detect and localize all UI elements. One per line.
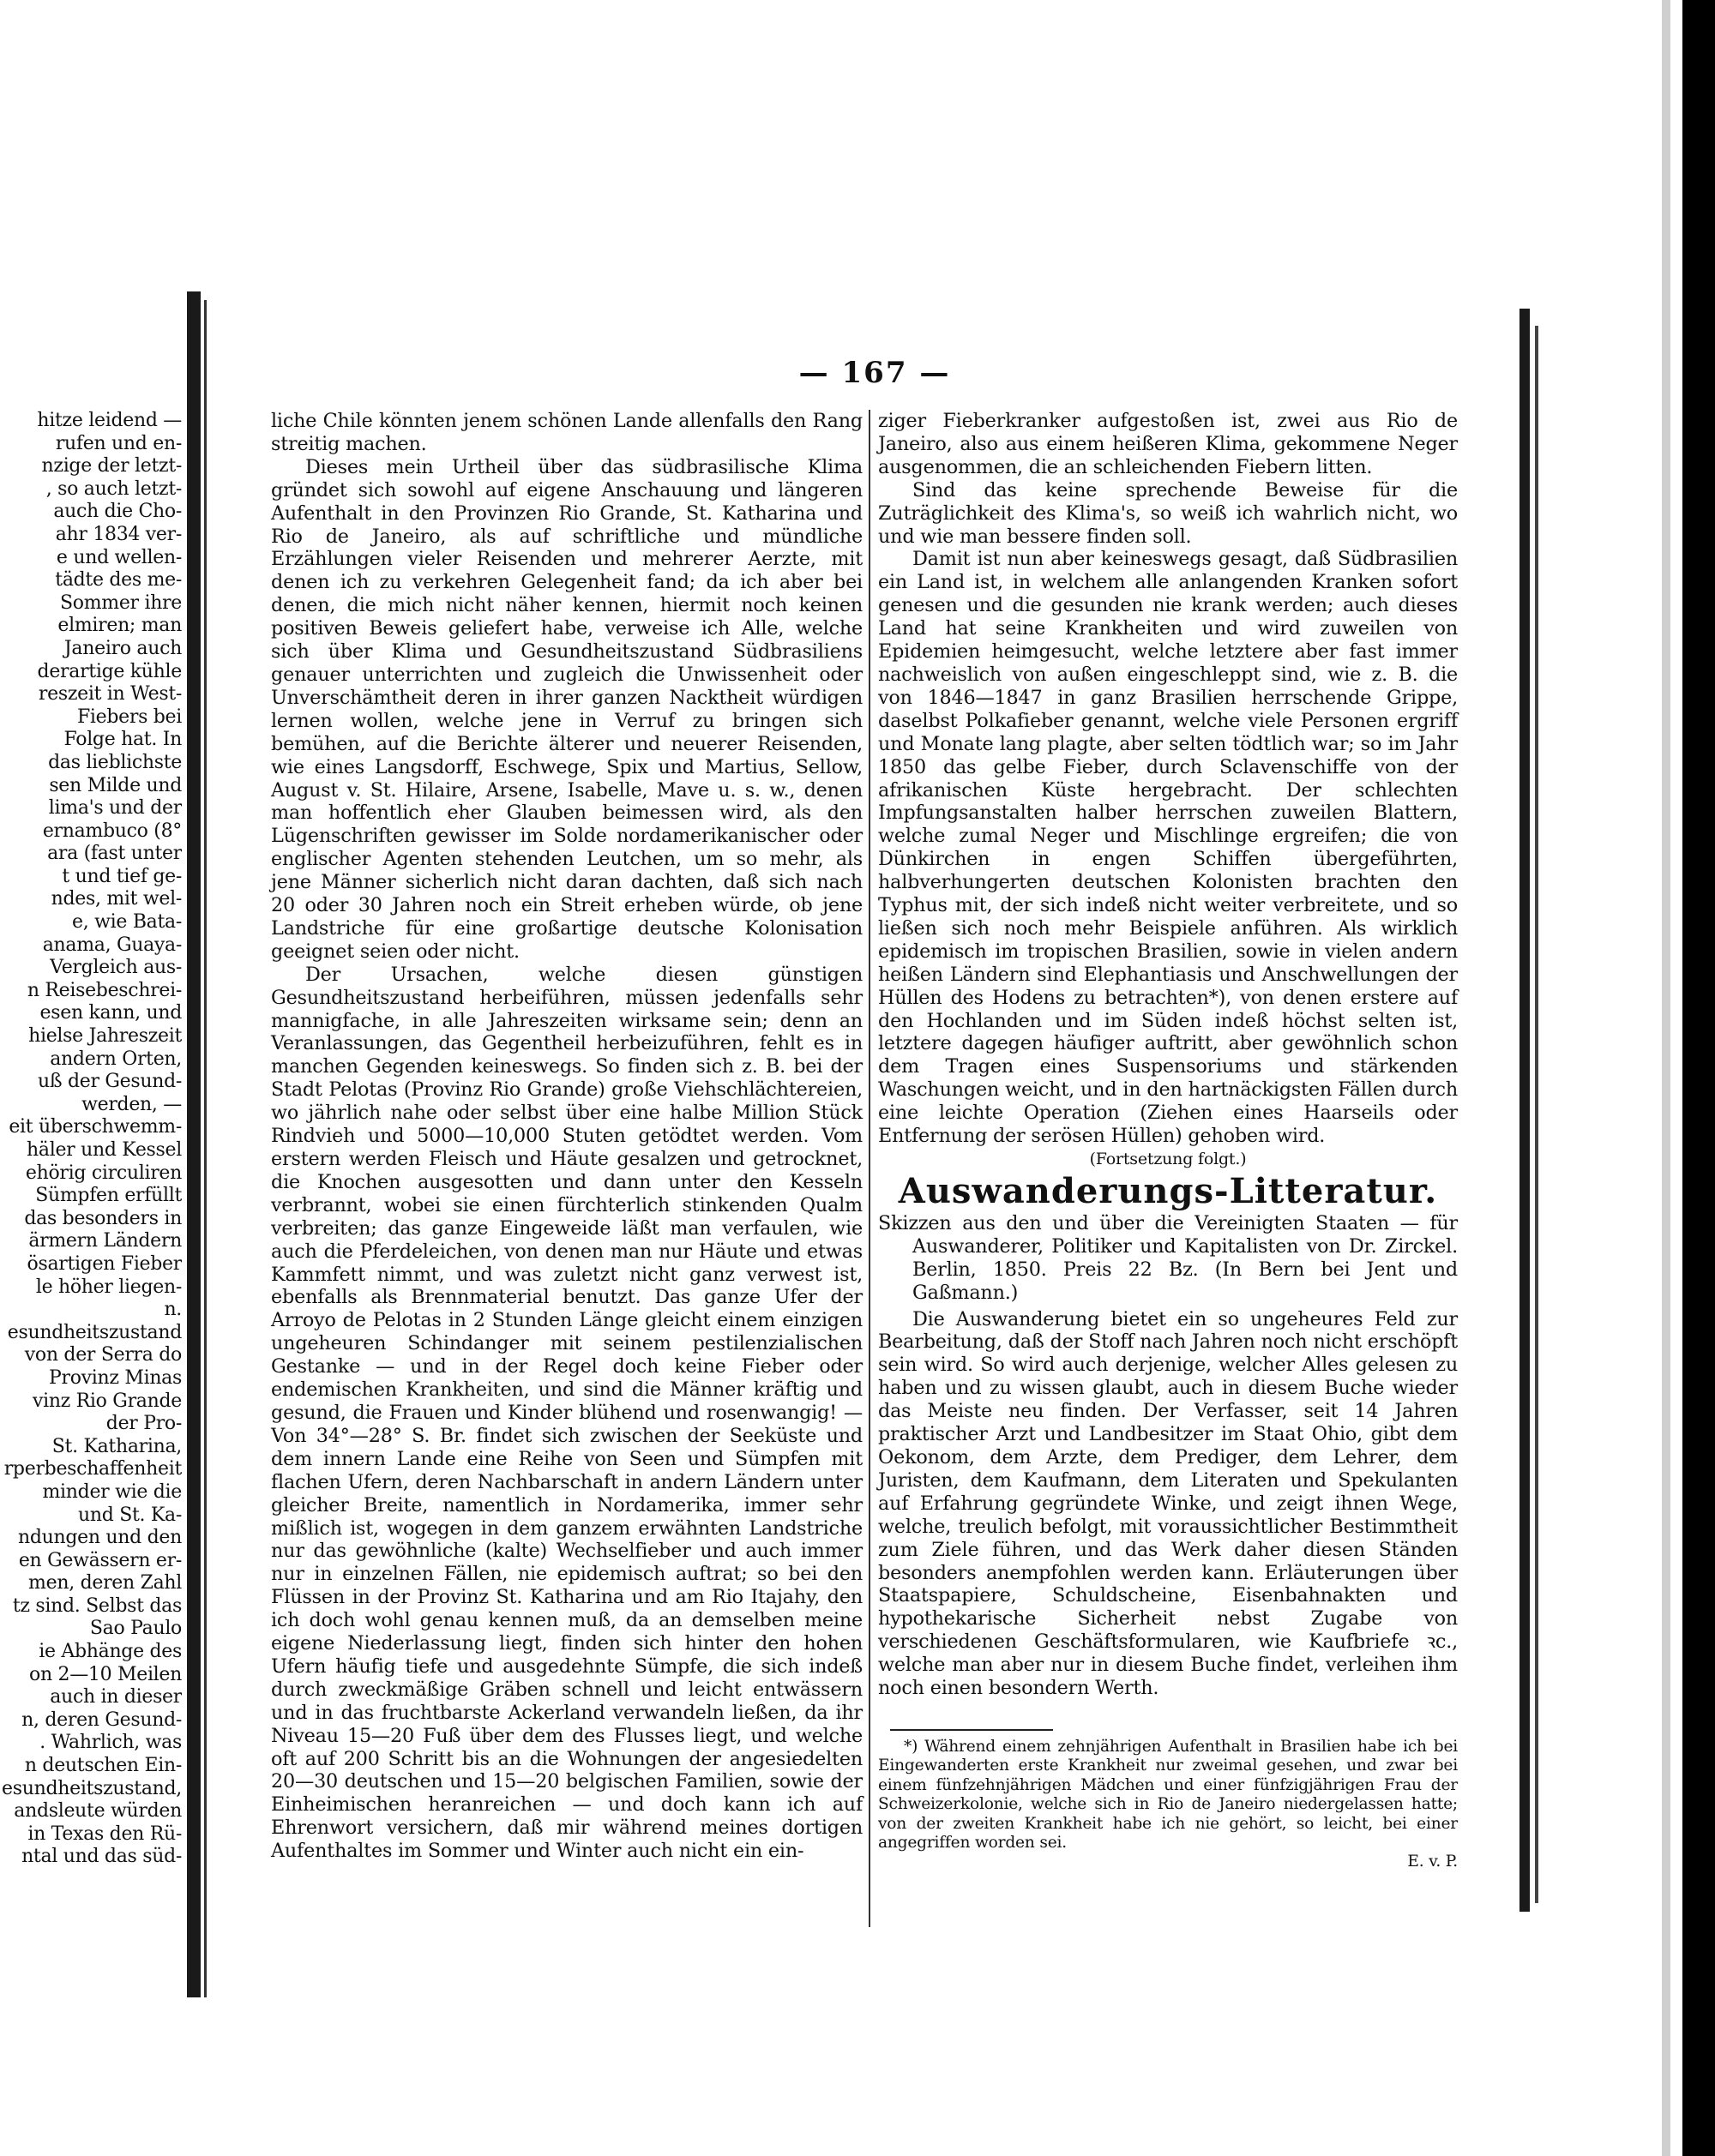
fragment-line: andern Orten,: [50, 1048, 182, 1070]
fragment-line: tz sind. Selbst das: [12, 1594, 182, 1617]
fragment-line: auch in dieser: [50, 1686, 182, 1709]
fragment-line: und St. Ka-: [78, 1504, 182, 1526]
fragment-line: das besonders in: [24, 1207, 182, 1229]
fragment-line: hielse Jahreszeit: [28, 1025, 182, 1048]
fragment-line: t und tief ge-: [62, 865, 182, 887]
fragment-line: elmiren; man: [57, 615, 182, 637]
fragment-line: werden, —: [81, 1093, 182, 1115]
fragment-line: Vergleich aus-: [50, 957, 182, 979]
fragment-line: ösartigen Fieber: [27, 1252, 182, 1275]
fragment-line: n Reisebeschrei-: [27, 979, 182, 1001]
fragment-line: ara (fast unter: [47, 843, 182, 865]
fragment-line: Janeiro auch: [63, 637, 182, 659]
fragment-line: derartige kühle: [37, 660, 182, 682]
fragment-line: ndungen und den: [17, 1527, 182, 1549]
fragment-line: n, deren Gesund-: [21, 1709, 182, 1731]
fragment-line: minder wie die: [42, 1480, 182, 1503]
fragment-line: rufen und en-: [55, 432, 182, 454]
review-paragraph: Die Auswanderung bietet ein so ungeheures Feld zur Bearbeitung, daß der Stoff nach Jahren noch nicht erschöpft sein wird. So wird auch derjenige, welcher Alles gelesen zu haben und zu wissen glaubt, auch in diesem Buche wieder das Meiste neu finden. Der Verfasser, seit 14 Jahren praktischer Arzt und Landbesitzer im Staat Ohio, gibt dem Oekonom, dem Arzte, dem Prediger, dem Lehrer, dem Juristen, dem Kaufmann, dem Literaten und Spekulanten auf Erfahrung gegründete Winke, und zeigt ihnen Wege, welche, treulich befolgt, mit voraussichtlicher Bestimmtheit zum Ziele führen, und das Werk daher diesen Ständen besonders anempfohlen werden kann. Erläuterungen über Staatspapiere, Schuldscheine, Eisenbahnakten und hypothekarische Sicherheit nebst Zugabe von verschiedenen Geschäftsformularen, wie Kaufbriefe ꝛc., welche man aber nur in diesem Buche findet, verleihen ihm noch einen besondern Werth.: [878, 1307, 1458, 1700]
footnote: *) Während einem zehnjährigen Aufenthalt in Brasilien habe ich bei Eingewanderten erste Krankheit nur zweimal gesehen, und zwar bei einem fünfzehnjährigen Mädchen und einer fünfzigjährigen Frau der Schweizerkolonie, welche sich in Rio de Janeiro niedergelassen hatte; von der zweiten Krankheit habe ich nie gehört, so leicht, bei einer angegriffen worden sei.: [878, 1737, 1458, 1852]
paragraph: ziger Fieberkranker aufgestoßen ist, zwei aus Rio de Janeiro, also aus einem heißeren Klima, gekommene Neger ausgenommen, die an schleichenden Fiebern litten.: [878, 410, 1458, 478]
continuation-note: (Fortsetzung folgt.): [1089, 1150, 1247, 1168]
fragment-line: ndes, mit wel-: [51, 888, 182, 910]
fragment-line: on 2—10 Meilen: [29, 1663, 182, 1685]
section-heading: Auswanderungs-Litteratur.: [898, 1170, 1438, 1211]
fragment-line: sen Milde und: [49, 774, 182, 796]
fragment-line: ehörig circuliren: [25, 1162, 182, 1184]
page-gutter-line: [204, 300, 207, 1997]
fragment-line: vinz Rio Grande: [32, 1390, 182, 1412]
fragment-line: esundheitszustand: [7, 1321, 182, 1343]
footnote-separator: [890, 1729, 1053, 1731]
fragment-line: esen kann, und: [39, 1002, 182, 1024]
fragment-line: Sao Paulo: [89, 1618, 182, 1640]
fragment-line: en Gewässern er-: [18, 1549, 182, 1571]
fragment-line: uß der Gesund-: [37, 1071, 182, 1093]
fragment-line: von der Serra do: [24, 1344, 182, 1366]
paragraph: Der Ursachen, welche diesen günstigen Gesundheitszustand herbeiführen, müssen jedenfalls sehr mannigfache, in alle Jahreszeiten wirksame sein; denn an Veranlassungen, das Gegentheil herbeizuführen, fehlt es in manchen Gegenden keineswegs. So finden sich z. B. bei der Stadt Pelotas (Provinz Rio Grande) große Viehschlächtereien, wo jährlich nahe oder selbst über eine halbe Million Stück Rindvieh und 5000—10,000 Stuten getödtet werden. Vom erstern werden Fleisch und Häute gesalzen und getrocknet, die Knochen ausgesotten und dann unter den Kesseln verbrannt, wobei sie einen fürchterlich stinkenden Qualm verbreiten; das ganze Eingeweide läßt man verfaulen, wie auch die Pferdeleichen, von denen man nur Häute und etwas Kammfett nimmt, und was zuletzt nicht ganz verwest ist, ebenfalls als Brennmaterial benutzt. Das ganze Ufer der Arroyo de Pelotas in 2 Stunden Länge gleicht einem einzigen ungeheuren Schindanger mit seinem pestilenzialischen Gestanke — und in der Regel doch keine Fieber oder endemischen Krankheiten, und sind die Männer kräftig und gesund, die Frauen und Kinder blühend und rosenwangig! — Von 34°—28° S. Br. findet sich zwischen der Seeküste und dem innern Lande eine Reihe von Seen und Sümpfen mit flachen Ufern, deren Nachbarschaft in andern Ländern unter gleicher Breite, namentlich in Nordamerika, immer sehr mißlich ist, wogegen in dem ganzem erwähnten Landstriche nur das gewöhnliche (kalte) Wechselfieber und auch immer nur in einzelnen Fällen, nie epidemisch auftrat; so bei den Flüssen in der Provinz St. Katharina und am Rio Itajahy, den ich doch wohl genau kennen muß, da an demselben meine eigene Niederlassung liegt, finden sich hinter den hohen Ufern häufig tiefe und ausgedehnte Sümpfe, die sich indeß durch zweckmäßige Gräben schnell und leicht entwässern und in das fruchtbarste Ackerland verwandeln ließen, da ihr Niveau 15—20 Fuß über dem des Flusses liegt, und welche oft auf 200 Schritt bis an die Wohnungen der angesiedelten 20—30 deutschen und 15—20 belgischen Familien, sowie der Einheimischen heranreichen — und doch kann ich auf Ehrenwort versichern, daß mir während meines dortigen Aufenthaltes im Sommer und Winter auch nicht ein ein-: [271, 963, 863, 1863]
left-page-text-fragment: [0, 410, 182, 1869]
fragment-line: ernambuco (8°: [42, 820, 182, 842]
fragment-line: nzige der letzt-: [41, 455, 182, 477]
fragment-line: ie Abhänge des: [39, 1641, 182, 1663]
fragment-line: Provinz Minas: [48, 1366, 182, 1389]
paragraph: Sind das keine sprechende Beweise für die Zuträglichkeit des Klima's, so weiß ich wahrlich nicht, wo und wie man bessere finden soll.: [878, 478, 1458, 548]
text-column-left: [271, 410, 863, 1863]
fragment-line: men, deren Zahl: [28, 1572, 182, 1594]
fragment-line: häler und Kessel: [27, 1139, 182, 1161]
fragment-line: esundheitszustand,: [2, 1777, 182, 1799]
book-citation: Skizzen aus den und über die Vereinigten Staaten — für Auswanderer, Politiker und Kapitalisten von Dr. Zirckel. Berlin, 1850. Preis 22 Bz. (In Bern bei Jent und Gaßmann.): [878, 1211, 1458, 1304]
fragment-line: Sommer ihre: [59, 592, 182, 614]
fragment-line: n deutschen Ein-: [24, 1755, 182, 1777]
text-column-right: [878, 410, 1458, 1872]
fragment-line: eit überschwemm-: [9, 1116, 182, 1138]
fragment-line: Fiebers bei: [76, 706, 182, 728]
fragment-line: St. Katharina,: [51, 1435, 182, 1457]
column-divider: [869, 410, 870, 1927]
left-page-fragment-area: [0, 0, 187, 2156]
footnote-signature: E. v. P.: [1407, 1853, 1458, 1871]
fragment-line: ntal und das süd-: [21, 1846, 182, 1868]
fragment-line: ärmern Ländern: [28, 1230, 182, 1252]
fragment-line: rperbeschaffenheit: [3, 1458, 182, 1480]
fragment-line: , so auch letzt-: [45, 477, 182, 500]
fragment-line: e, wie Bata-: [72, 911, 182, 934]
fragment-line: Folge hat. In: [63, 729, 182, 751]
fragment-line: reszeit in West-: [38, 683, 182, 706]
fragment-line: n.: [164, 1299, 182, 1321]
page-gutter-shadow: [187, 291, 201, 1997]
paragraph: Damit ist nun aber keineswegs gesagt, daß Südbrasilien ein Land ist, in welchem alle anlangenden Kranken sofort genesen und die gesunden nie krank werden; auch dieses Land hat seine Krankheiten und wird zuweilen von Epidemien heimgesucht, welche letztere aber fast immer nachweislich von außen eingeschleppt sind, wie z. B. die von 1846—1847 in ganz Brasilien herrschende Grippe, daselbst Polkafieber genannt, welche viele Personen ergriff und Monate lang plagte, aber selten tödtlich war; so im Jahr 1850 das gelbe Fieber, durch Sclavenschiffe von der afrikanischen Küste hergebracht. Der schlechten Impfungsanstalten halber herrschen zuweilen Blattern, welche zumal Neger und Mischlinge ergreifen; die von Dünkirchen in engen Schiffen übergeführten, halbverhungerten deutschen Kolonisten brachten den Typhus mit, der sich indeß nicht weiter verbreitete, und so ließen sich noch mehr Beispiele anführen. Als wirklich epidemisch im tropischen Brasilien, sowie in vielen andern heißen Ländern sind Elephantiasis und Anschwellungen der Hüllen des Hodens zu betrachten*), von denen erstere auf den Hochlanden und im Süden indeß höchst selten ist, letztere dagegen häufiger auftritt, aber gewöhnlich schon dem Tragen eines Suspensoriums und stärkenden Waschungen weicht, und in den hartnäckigsten Fällen durch eine leichte Operation (Ziehen eines Haarseils oder Entfernung der serösen Hüllen) gehoben wird.: [878, 548, 1458, 1148]
page-edge-line: [1535, 326, 1538, 1903]
fragment-line: tädte des me-: [55, 569, 182, 592]
paragraph: Dieses mein Urtheil über das südbrasilische Klima gründet sich sowohl auf eigene Anschauung und längeren Aufenthalt in den Provinzen Rio Grande, St. Katharina und Rio de Janeiro, als auf schriftliche und mündliche Erzählungen vieler Reisenden und mehrerer Aerzte, mit denen ich zu verkehren Gelegenheit fand; da ich aber bei denen, die mich nicht näher kennen, hiermit noch keinen positiven Beweis geliefert habe, verweise ich Alle, welche sich über Klima und Gesundheitszustand Südbrasiliens genauer unterrichten und zugleich die Unwissenheit oder Unverschämtheit deren in ihrer ganzen Nacktheit würdigen lernen wollen, welche jene in Verruf zu bringen sich bemühen, auf die Berichte älterer und neuerer Reisenden, wie eines Langsdorff, Eschwege, Spix und Martius, Sellow, August v. St. Hilaire, Arsene, Isabelle, Mave u. s. w., denen man hoffentlich eher Glauben beimessen wird, als den Lügenschriften gewisser im Solde nordamerikanischer oder englischer Agenten stehenden Leutchen, um so mehr, als jene Männer sicherlich nicht daran dachten, daß sich nach 20 oder 30 Jahren noch ein Streit erheben würde, ob jene Landstriche für eine großartige deutsche Kolonisation geeignet seien oder nicht.: [271, 455, 863, 963]
fragment-line: le höher liegen-: [35, 1276, 182, 1298]
fragment-line: . Wahrlich, was: [39, 1732, 182, 1754]
scan-border-shade: [1662, 0, 1670, 2156]
fragment-line: auch die Cho-: [53, 501, 182, 523]
fragment-line: Sümpfen erfüllt: [35, 1185, 182, 1207]
fragment-line: ahr 1834 ver-: [55, 523, 182, 545]
scan-border-right: [1682, 0, 1715, 2156]
fragment-line: das lieblichste: [48, 751, 182, 773]
paragraph: liche Chile könnten jenem schönen Lande allenfalls den Rang streitig machen.: [271, 410, 863, 455]
fragment-line: der Pro-: [105, 1413, 182, 1435]
page-number: — 167 —: [798, 356, 951, 390]
fragment-line: lima's und der: [48, 797, 182, 820]
fragment-line: in Texas den Rü-: [27, 1823, 182, 1845]
fragment-line: e und wellen-: [56, 546, 182, 568]
fragment-line: anama, Guaya-: [42, 934, 182, 956]
page-edge-shadow: [1519, 309, 1530, 1912]
fragment-line: hitze leidend —: [37, 410, 182, 431]
fragment-line: andsleute würden: [14, 1800, 182, 1823]
